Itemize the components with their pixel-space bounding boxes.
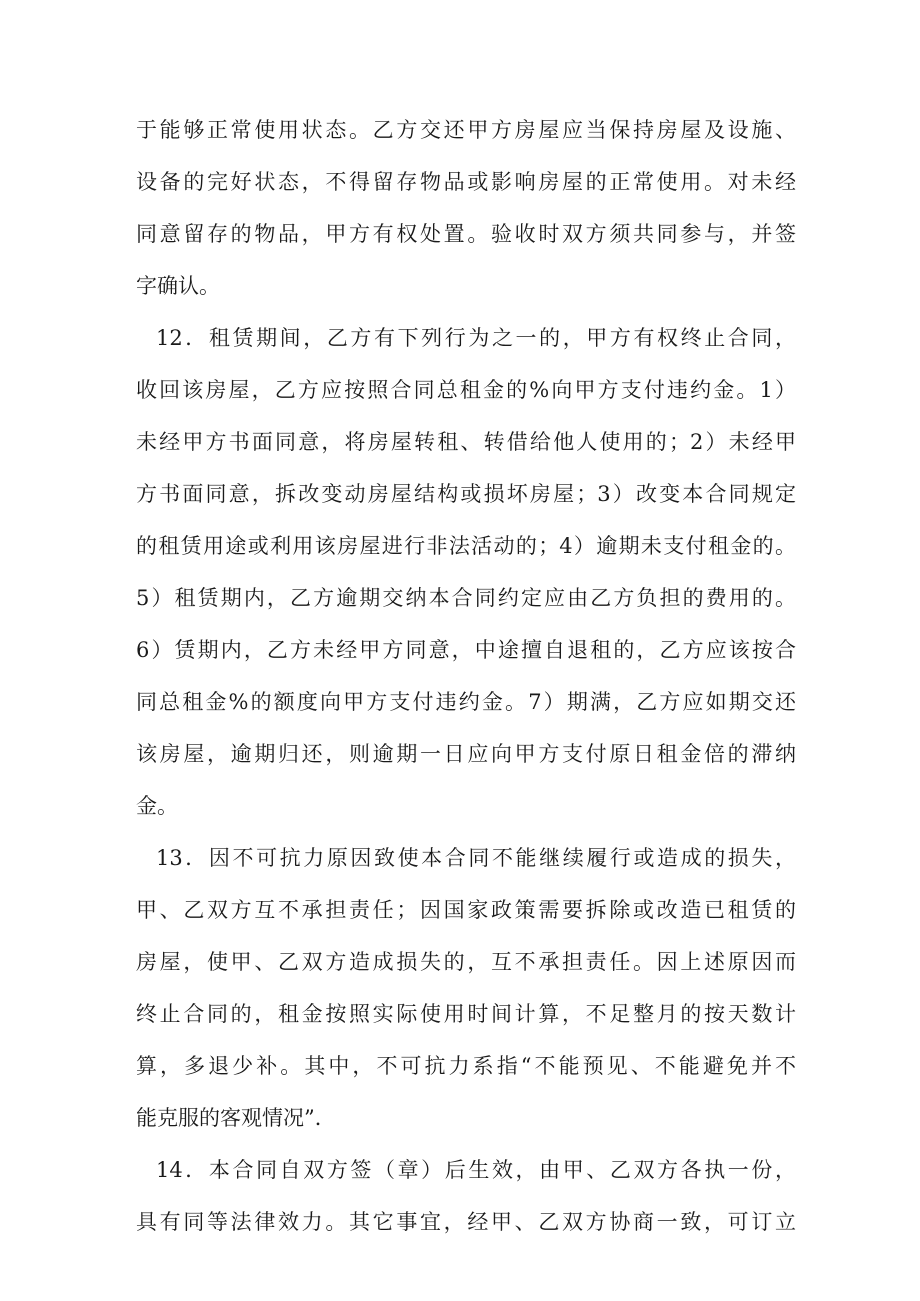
text-line: 金。 (136, 794, 178, 818)
text-line: 方书面同意，拆改变动房屋结构或损坏房屋；3）改变本合同规定 (136, 482, 796, 506)
text-line: 的租赁用途或利用该房屋进行非法活动的；4）逾期未支付租金的。 (136, 534, 796, 558)
text-line: 未经甲方书面同意，将房屋转租、转借给他人使用的；2）未经甲 (136, 430, 796, 454)
text-line: 设备的完好状态，不得留存物品或影响房屋的正常使用。对未经 (136, 170, 796, 194)
text-line: 同总租金%的额度向甲方支付违约金。7）期满，乙方应如期交还 (136, 690, 796, 714)
text-line: 收回该房屋，乙方应按照合同总租金的%向甲方支付违约金。1） (136, 378, 796, 402)
text-line: 于能够正常使用状态。乙方交还甲方房屋应当保持房屋及设施、 (136, 118, 796, 142)
text-line: 同意留存的物品，甲方有权处置。验收时双方须共同参与，并签 (136, 222, 796, 246)
text-line: 能克服的客观情况”． (136, 1106, 336, 1130)
text-line: 甲、乙双方互不承担责任；因国家政策需要拆除或改造已租赁的 (136, 898, 796, 922)
text-line: 12．租赁期间，乙方有下列行为之一的，甲方有权终止合同， (156, 326, 796, 350)
text-line: 具有同等法律效力。其它事宜，经甲、乙双方协商一致，可订立 (136, 1210, 796, 1234)
text-line: 5）租赁期内，乙方逾期交纳本合同约定应由乙方负担的费用的。 (136, 586, 796, 610)
contract-text-body (136, 104, 796, 1248)
text-line: 13．因不可抗力原因致使本合同不能继续履行或造成的损失， (156, 846, 796, 870)
text-line: 算，多退少补。其中，不可抗力系指“不能预见、不能避免并不 (136, 1054, 796, 1078)
text-line: 该房屋，逾期归还，则逾期一日应向甲方支付原日租金倍的滞纳 (136, 742, 796, 766)
text-line: 14．本合同自双方签（章）后生效，由甲、乙双方各执一份， (156, 1158, 796, 1182)
text-line: 6）赁期内，乙方未经甲方同意，中途擅自退租的，乙方应该按合 (136, 638, 796, 662)
text-line: 终止合同的，租金按照实际使用时间计算，不足整月的按天数计 (136, 1002, 796, 1026)
text-line: 房屋，使甲、乙双方造成损失的，互不承担责任。因上述原因而 (136, 950, 796, 974)
text-line: 字确认。 (136, 274, 220, 298)
